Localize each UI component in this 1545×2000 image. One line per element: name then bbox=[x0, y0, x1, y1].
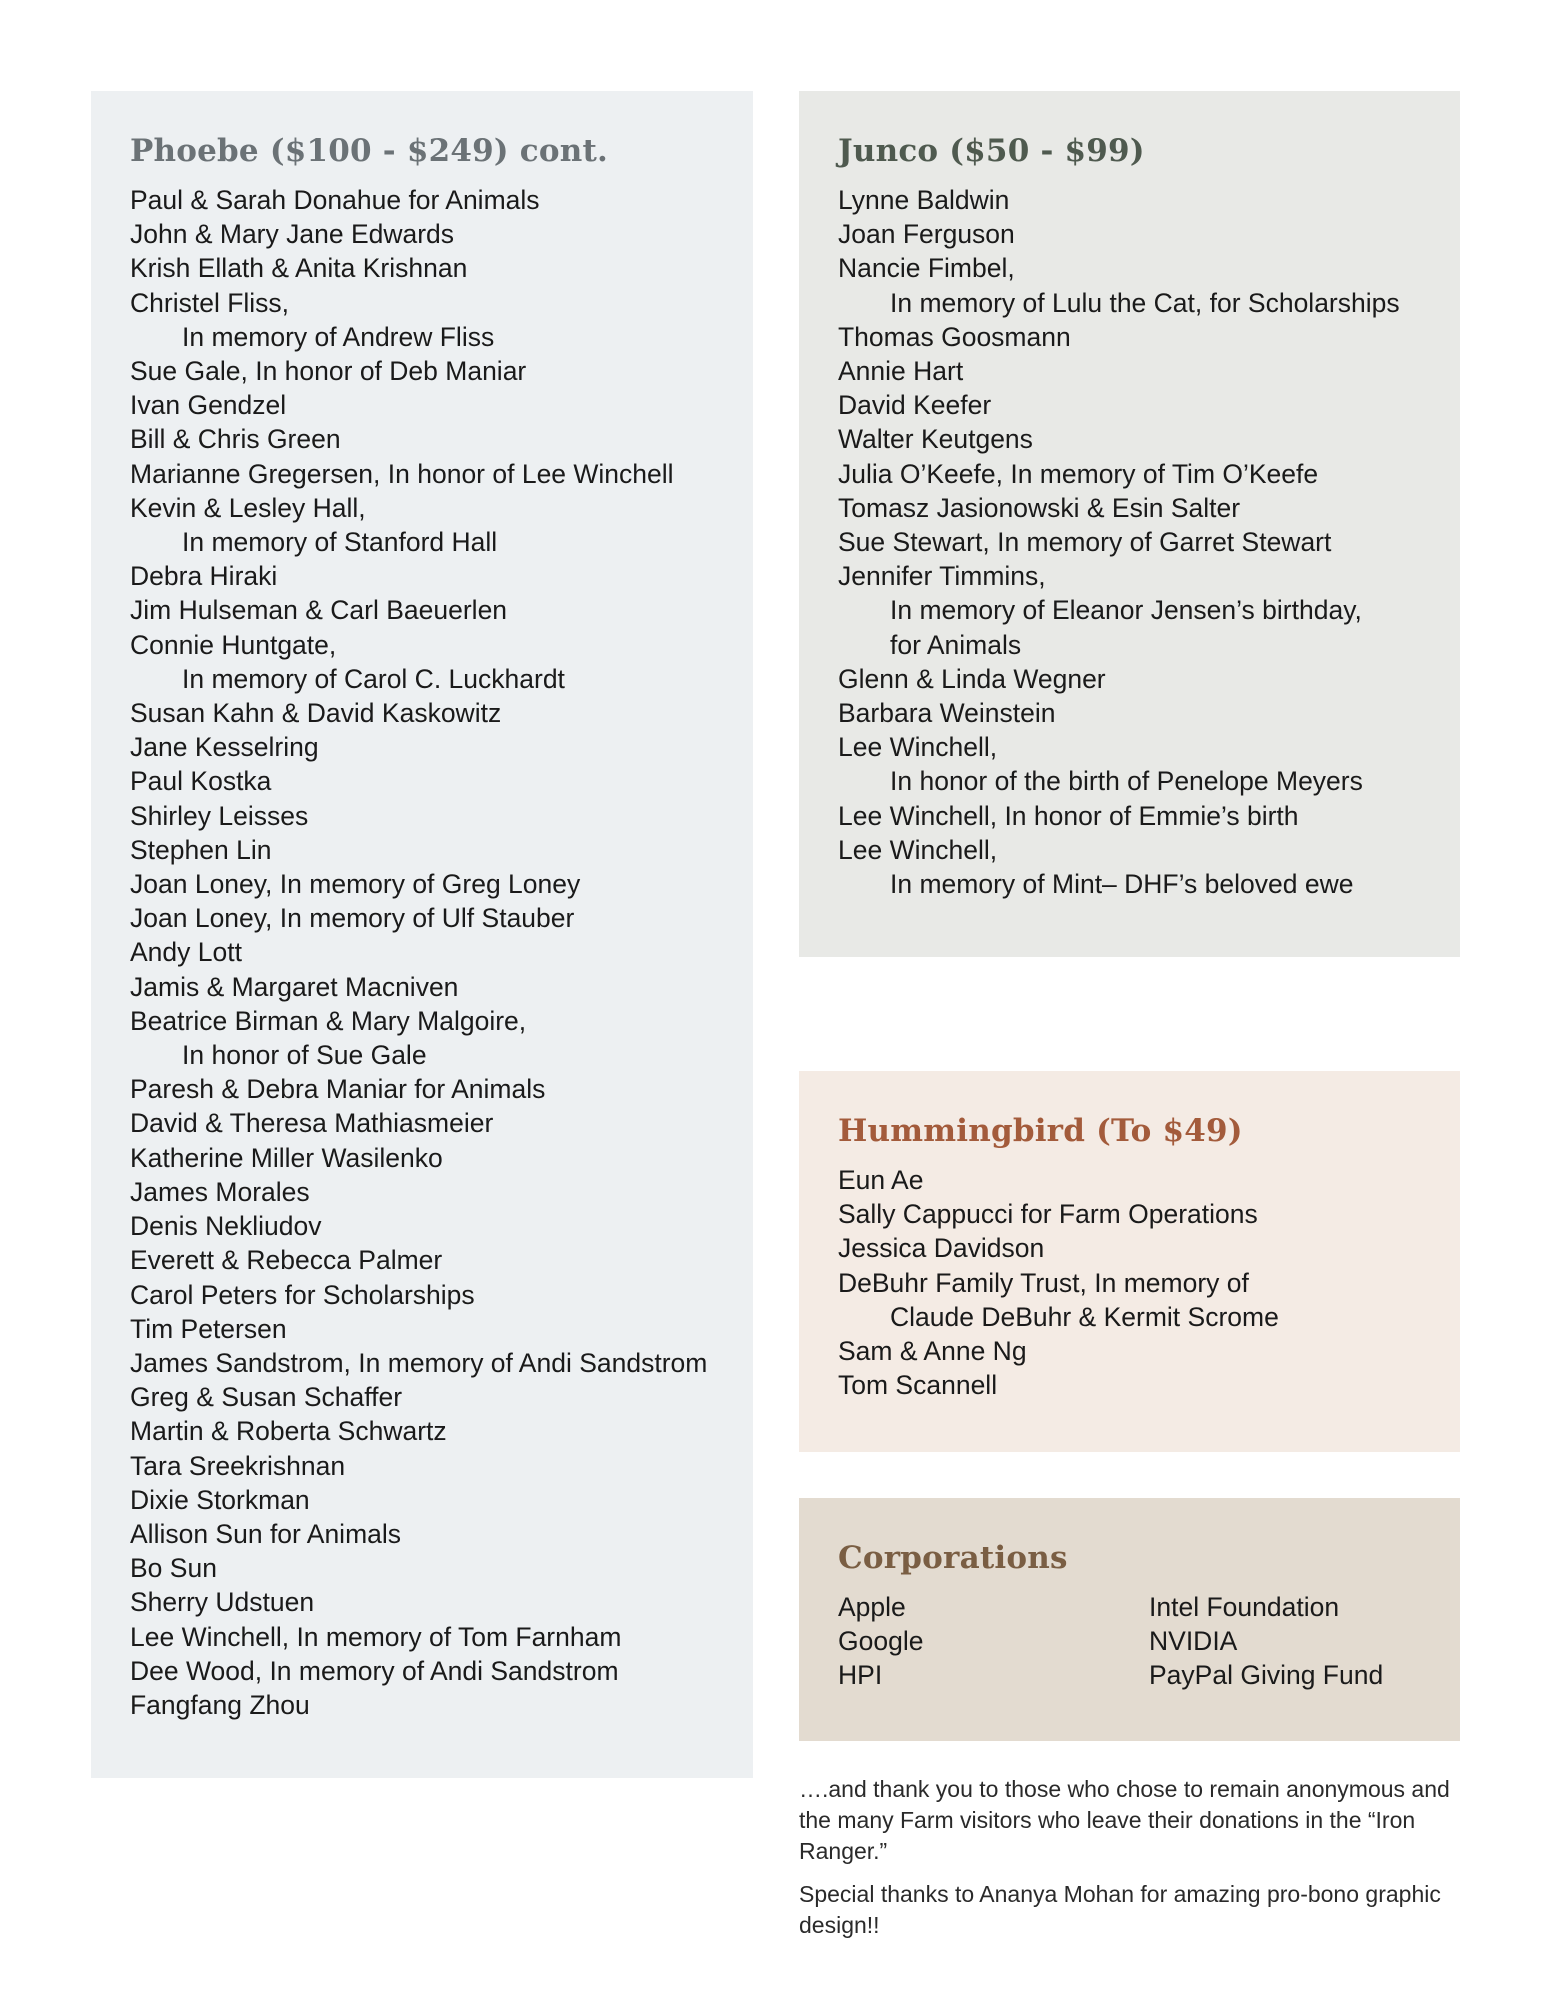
donor-entry: Shirley Leisses bbox=[130, 800, 309, 831]
donor-entry: Bill & Chris Green bbox=[130, 424, 341, 455]
donor-entry: Jim Hulseman & Carl Baeuerlen bbox=[130, 595, 508, 626]
donor-entry: Stephen Lin bbox=[130, 834, 272, 865]
donor-entry: Joan Loney, In memory of Ulf Stauber bbox=[130, 903, 575, 934]
donor-entry: Marianne Gregersen, In honor of Lee Winchell bbox=[130, 458, 674, 489]
donor-entry: Eun Ae bbox=[838, 1165, 924, 1195]
donor-entry: Allison Sun for Animals bbox=[130, 1518, 402, 1549]
donor-entry: Carol Peters for Scholarships bbox=[130, 1279, 475, 1310]
donor-entry: Krish Ellath & Anita Krishnan bbox=[130, 253, 468, 284]
corporations-left-column bbox=[838, 1590, 1149, 1693]
donor-entry: In honor of Sue Gale bbox=[182, 1040, 427, 1071]
donor-entry: Barbara Weinstein bbox=[838, 698, 1056, 729]
donor-entry: Glenn & Linda Wegner bbox=[838, 663, 1106, 694]
donor-entry: In memory of Carol C. Luckhardt bbox=[182, 663, 565, 694]
donor-entry: James Sandstrom, In memory of Andi Sandstrom bbox=[130, 1347, 708, 1378]
donor-entry: Susan Kahn & David Kaskowitz bbox=[130, 698, 502, 729]
donor-entry: Nancie Fimbel, bbox=[838, 253, 1015, 284]
donor-entry: In memory of Andrew Fliss bbox=[182, 321, 495, 352]
donor-entry: Tara Sreekrishnan bbox=[130, 1450, 346, 1481]
anonymous-thanks-note: ….and thank you to those who chose to remain anonymous and the many Farm visitors who leave their donations in the “Iron Ranger.” bbox=[799, 1776, 1450, 1864]
hummingbird-heading: Hummingbird (To $49) bbox=[838, 1113, 1243, 1149]
donor-entry: Tim Petersen bbox=[130, 1313, 287, 1344]
donor-entry: Jane Kesselring bbox=[130, 732, 319, 763]
donor-entry: In memory of Mint– DHF’s beloved ewe bbox=[890, 869, 1354, 900]
corporation-item: NVIDIA bbox=[1149, 1626, 1238, 1657]
donor-entry: Greg & Susan Schaffer bbox=[130, 1382, 403, 1413]
donor-entry: Annie Hart bbox=[838, 356, 964, 387]
phoebe-donor-list bbox=[130, 183, 753, 1722]
corporations-right-column bbox=[1149, 1590, 1460, 1693]
donor-entry: Thomas Goosmann bbox=[838, 321, 1071, 352]
junco-heading: Junco ($50 - $99) bbox=[838, 133, 1145, 169]
donor-entry: James Morales bbox=[130, 1176, 310, 1207]
corporation-item: Intel Foundation bbox=[1149, 1592, 1340, 1622]
donor-entry: Walter Keutgens bbox=[838, 424, 1033, 455]
hummingbird-donor-list bbox=[838, 1163, 1460, 1402]
corporations-panel bbox=[799, 1498, 1460, 1741]
donor-entry: John & Mary Jane Edwards bbox=[130, 219, 455, 250]
donor-entry: Lee Winchell, bbox=[838, 732, 998, 763]
junco-donor-panel bbox=[799, 91, 1460, 957]
donor-entry: Joan Loney, In memory of Greg Loney bbox=[130, 869, 581, 900]
donor-entry: Andy Lott bbox=[130, 937, 242, 968]
donor-entry: Dee Wood, In memory of Andi Sandstrom bbox=[130, 1655, 619, 1686]
donor-entry: Tomasz Jasionowski & Esin Salter bbox=[838, 492, 1241, 523]
donor-entry: Julia O’Keefe, In memory of Tim O’Keefe bbox=[838, 458, 1319, 489]
donor-entry: Jamis & Margaret Macniven bbox=[130, 971, 459, 1002]
corporations-grid bbox=[838, 1590, 1460, 1693]
donor-entry: Tom Scannell bbox=[838, 1370, 998, 1401]
donor-entry: Sherry Udstuen bbox=[130, 1587, 315, 1618]
donor-entry: Fangfang Zhou bbox=[130, 1689, 310, 1720]
hummingbird-donor-panel bbox=[799, 1071, 1460, 1452]
donor-entry: Sam & Anne Ng bbox=[838, 1336, 1027, 1367]
donor-entry: Sue Gale, In honor of Deb Maniar bbox=[130, 356, 527, 387]
donor-entry: Paul Kostka bbox=[130, 766, 272, 797]
donor-entry: Connie Huntgate, bbox=[130, 629, 337, 660]
corporations-heading: Corporations bbox=[838, 1540, 1068, 1576]
donor-entry: for Animals bbox=[890, 629, 1022, 660]
donor-entry: Jennifer Timmins, bbox=[838, 561, 1046, 592]
donor-entry: Lynne Baldwin bbox=[838, 185, 1010, 215]
corporation-item: Google bbox=[838, 1626, 924, 1657]
corporation-item: Apple bbox=[838, 1592, 906, 1622]
donor-entry: David & Theresa Mathiasmeier bbox=[130, 1108, 494, 1139]
donor-entry: Everett & Rebecca Palmer bbox=[130, 1245, 443, 1276]
donor-entry: Lee Winchell, In honor of Emmie’s birth bbox=[838, 800, 1299, 831]
donor-entry: Debra Hiraki bbox=[130, 561, 278, 592]
junco-donor-list bbox=[838, 183, 1460, 901]
donor-entry: DeBuhr Family Trust, In memory of bbox=[838, 1267, 1249, 1298]
closing-notes bbox=[799, 1774, 1460, 1953]
corporation-item: HPI bbox=[838, 1660, 883, 1691]
donor-entry: Paresh & Debra Maniar for Animals bbox=[130, 1074, 546, 1105]
donor-entry: Jessica Davidson bbox=[838, 1233, 1045, 1264]
donor-entry: Martin & Roberta Schwartz bbox=[130, 1416, 447, 1447]
corporation-item: PayPal Giving Fund bbox=[1149, 1660, 1384, 1691]
donor-entry: Denis Nekliudov bbox=[130, 1211, 322, 1242]
donor-entry: Claude DeBuhr & Kermit Scrome bbox=[890, 1301, 1279, 1332]
phoebe-donor-panel bbox=[91, 91, 753, 1778]
donor-entry: Dixie Storkman bbox=[130, 1484, 310, 1515]
donor-entry: Christel Fliss, bbox=[130, 287, 290, 318]
donor-entry: Bo Sun bbox=[130, 1553, 217, 1584]
donor-entry: In memory of Stanford Hall bbox=[182, 527, 498, 558]
donor-entry: David Keefer bbox=[838, 390, 992, 421]
donor-entry: Paul & Sarah Donahue for Animals bbox=[130, 185, 540, 215]
donor-entry: Sally Cappucci for Farm Operations bbox=[838, 1199, 1258, 1230]
donor-entry: Joan Ferguson bbox=[838, 219, 1015, 250]
donor-entry: Kevin & Lesley Hall, bbox=[130, 492, 366, 523]
donor-entry: Sue Stewart, In memory of Garret Stewart bbox=[838, 527, 1332, 558]
phoebe-heading: Phoebe ($100 - $249) cont. bbox=[130, 133, 608, 169]
donor-entry: In memory of Lulu the Cat, for Scholarships bbox=[890, 287, 1400, 318]
donor-entry: In honor of the birth of Penelope Meyers bbox=[890, 766, 1363, 797]
design-thanks-note: Special thanks to Ananya Mohan for amazing pro-bono graphic design!! bbox=[799, 1881, 1441, 1938]
donor-entry: Ivan Gendzel bbox=[130, 390, 287, 421]
donor-entry: Beatrice Birman & Mary Malgoire, bbox=[130, 1005, 527, 1036]
donor-entry: Lee Winchell, In memory of Tom Farnham bbox=[130, 1621, 622, 1652]
donor-entry: In memory of Eleanor Jensen’s birthday, bbox=[890, 595, 1362, 626]
donor-entry: Katherine Miller Wasilenko bbox=[130, 1142, 443, 1173]
donor-entry: Lee Winchell, bbox=[838, 834, 998, 865]
